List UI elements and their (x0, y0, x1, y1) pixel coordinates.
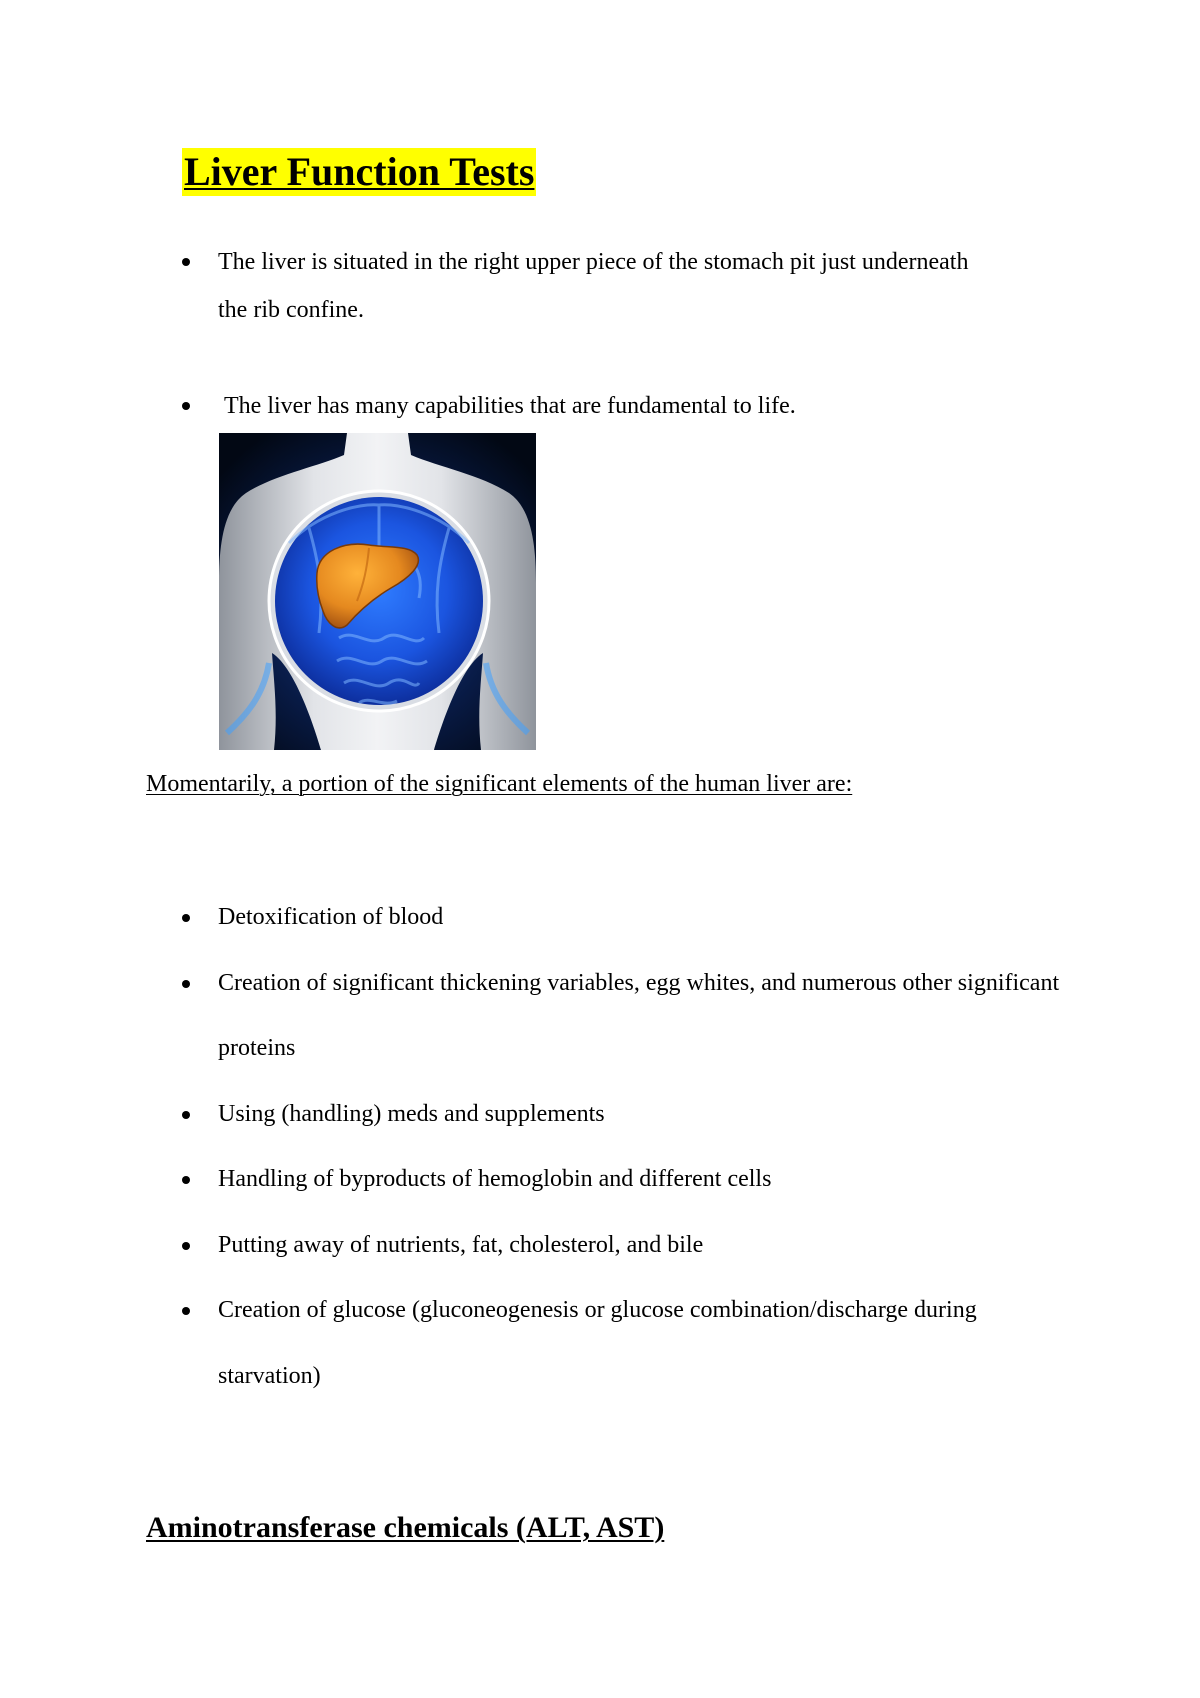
list-item-text: Creation of significant thickening variables, egg whites, and numerous other significant proteins (218, 969, 1060, 1061)
bullet-icon (182, 1176, 190, 1184)
page-title: Liver Function Tests (184, 149, 535, 194)
human-torso-liver-illustration-icon (219, 433, 536, 750)
bullet-icon (182, 914, 190, 922)
bullet-icon (182, 1307, 190, 1315)
list-item (182, 885, 1062, 951)
list-item-text: The liver is situated in the right upper piece of the stomach pit just underneath the rib confine. (218, 249, 969, 323)
list-item (182, 238, 1002, 334)
section-heading: Aminotransferase chemicals (ALT, AST) (146, 1511, 665, 1544)
list-item-text: The liver has many capabilities that are fundamental to life. (224, 393, 796, 419)
list-item (182, 1278, 1062, 1409)
bullet-icon (182, 1242, 190, 1250)
list-item-text: Handling of byproducts of hemoglobin and different cells (218, 1166, 772, 1192)
bullet-icon (182, 402, 190, 410)
list-item-text: Putting away of nutrients, fat, cholesterol, and bile (218, 1231, 704, 1258)
bullet-icon (182, 1111, 190, 1119)
list-item (182, 951, 1062, 1082)
list-item (182, 1147, 1062, 1213)
functions-subheading: Momentarily, a portion of the significant elements of the human liver are: (146, 771, 853, 797)
list-item (182, 1082, 1062, 1148)
bullet-icon (182, 258, 190, 266)
list-item (182, 1213, 1062, 1279)
functions-list (182, 885, 1062, 1409)
intro-list (182, 238, 1002, 430)
bullet-icon (182, 980, 190, 988)
list-item-text: Using (handling) meds and supplements (218, 1100, 605, 1127)
list-item-text: Detoxification of blood (218, 904, 444, 930)
list-item (182, 382, 1002, 430)
list-item-text: Creation of glucose (gluconeogenesis or glucose combination/discharge during starvation) (218, 1297, 977, 1389)
